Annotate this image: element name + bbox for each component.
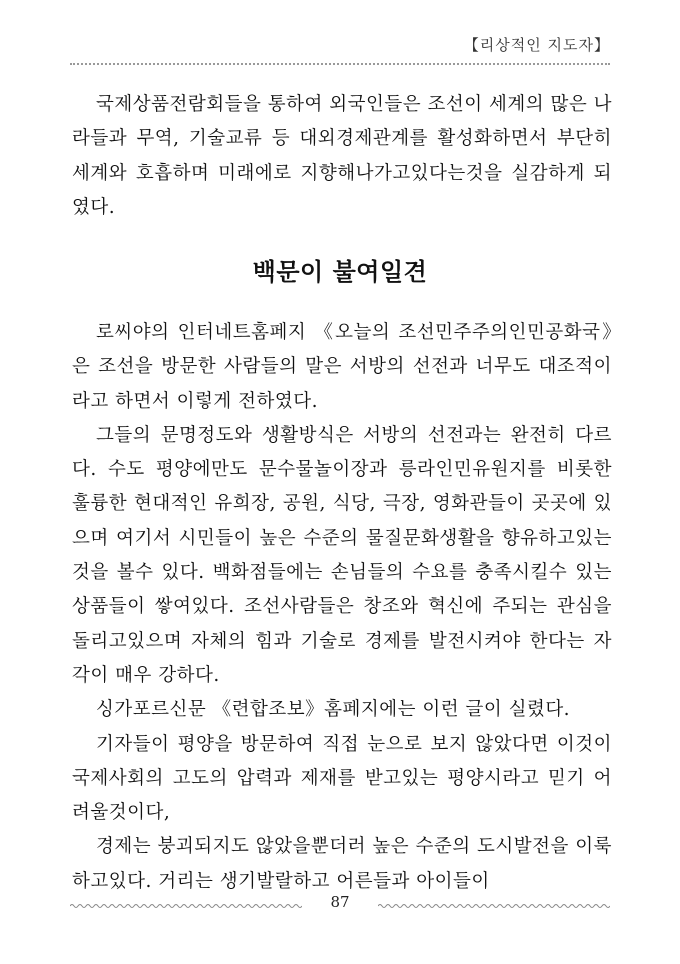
footer-wavy-ornament-right — [378, 903, 610, 909]
paragraph: 기자들이 평양을 방문하여 직접 눈으로 보지 않았다면 이것이 국제사회의 고도의 압력과 제재를 받고있는 평양시라고 믿기 어려울것이다, — [72, 733, 612, 824]
paragraph: 국제상품전람회들을 통하여 외국인들은 조선이 세계의 많은 나라들과 무역, 기술교류 등 대외경제관계를 활성화하면서 부단히 세계와 호흡하며 미래에로 지향해나가고있다는것을 실감하게 되였다. — [72, 94, 612, 218]
page-footer — [70, 893, 610, 917]
header-dotted-rule — [70, 63, 610, 65]
paragraph: 경제는 붕괴되지도 않았을뿐더러 높은 수준의 도시발전을 이룩하고있다. 거리는 생기발랄하고 어른들과 아이들이 — [72, 836, 612, 892]
section1-text-block — [72, 88, 612, 225]
running-header-title: 【리상적인 지도자】 — [463, 36, 610, 54]
paragraph: 로씨야의 인터네트홈페지 《오늘의 조선민주주의인민공화국》은 조선을 방문한 사람들의 말은 서방의 선전과 너무도 대조적이라고 하면서 이렇게 전하였다. — [72, 322, 612, 412]
paragraph: 그들의 문명정도와 생활방식은 서방의 선전과는 완전히 다르다. 수도 평양에만도 문수물놀이장과 릉라인민유원지를 비롯한 훌륭한 현대적인 유희장, 공원, 식당, 극장, 영화관들이 곳곳에 있으며 여기서 시민들이 높은 수준의 물질문화생활을 향유하고있는것을 볼수 있다. 백화점들에는 손님들의 수요를 충족시킬수 있는 상품들이 쌓여있다. 조선사람들은 창조와 혁신에 주되는 관심을 돌리고있으며 자체의 힘과 기술로 경제를 발전시켜야 한다는 자각이 매우 강하다. — [72, 424, 612, 686]
page-number: 87 — [330, 893, 350, 911]
paragraph: 싱가포르신문 《련합조보》홈페지에는 이런 글이 실렸다. — [96, 699, 571, 721]
section2-text-block — [72, 316, 612, 899]
section-heading: 백문이 불여일견 — [252, 258, 428, 286]
